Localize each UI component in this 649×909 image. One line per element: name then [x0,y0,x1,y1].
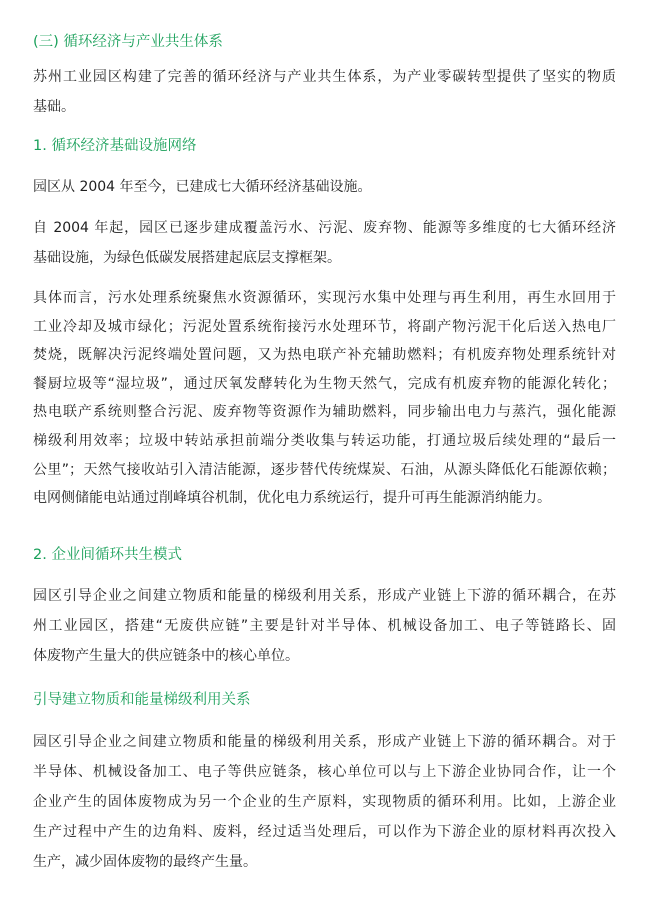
paragraph-line: 州工业园区，搭建“无废供应链”主要是针对半导体、机械设备加工、电子等链路长、固 [33,618,616,634]
paragraph-line: 生产，减少固体废物的最终产生量。 [33,854,257,870]
section-heading-symbiosis: 2. 企业间循环共生模式 [33,547,182,563]
paragraph-line: 半导体、机械设备加工、电子等供应链条，核心单位可以与上下游企业协同合作，让一个 [33,764,616,780]
paragraph-line: 公里”；天然气接收站引入清洁能源，逐步替代传统煤炭、石油，从源头降低化石能源依赖； [33,461,616,478]
paragraph-line: 企业产生的固体废物成为另一个企业的生产原料，实现物质的循环利用。比如，上游企业 [33,794,616,810]
paragraph-line: 苏州工业园区构建了完善的循环经济与产业共生体系，为产业零碳转型提供了坚实的物质 [33,69,616,85]
paragraph-line: 体废物产生量大的供应链条中的核心单位。 [33,648,299,664]
section-heading-cascade-use: 引导建立物质和能量梯级利用关系 [33,692,251,708]
paragraph-line: 园区引导企业之间建立物质和能量的梯级利用关系，形成产业链上下游的循环耦合。对于 [33,734,616,750]
paragraph-line: 餐厨垃圾等“湿垃圾”，通过厌氧发酵转化为生物天然气，完成有机废弃物的能源化转化； [33,375,616,392]
paragraph-line: 工业冷却及城市绿化；污泥处置系统衔接污水处理环节，将副产物污泥干化后送入热电厂 [33,318,616,335]
paragraph-facility-details [33,284,616,513]
paragraph-cascade-use [33,727,616,877]
paragraph-line: 具体而言，污水处理系统聚焦水资源循环，实现污水集中处理与再生利用，再生水回用于 [33,290,616,306]
paragraph-symbiosis-intro [33,581,616,671]
paragraph-line: 园区引导企业之间建立物质和能量的梯级利用关系，形成产业链上下游的循环耦合，在苏 [33,588,616,604]
paragraph-line: 梯级利用效率；垃圾中转站承担前端分类收集与转运功能，打通垃圾后续处理的“最后一 [33,432,616,449]
paragraph-intro [33,62,616,122]
paragraph-line: 电网侧储能电站通过削峰填谷机制，优化电力系统运行，提升可再生能源消纳能力。 [33,490,551,507]
paragraph-line: 生产过程中产生的边角料、废料，经过适当处理后，可以作为下游企业的原材料再次投入 [33,824,616,840]
section-heading-infrastructure: 1. 循环经济基础设施网络 [33,138,197,154]
paragraph-line: 园区从 2004 年至今，已建成七大循环经济基础设施。 [33,179,372,195]
paragraph-line: 热电联产系统则整合污泥、废弃物等资源作为辅助燃料，同步输出电力与蒸汽，强化能源 [33,404,616,421]
paragraph-line: 基础。 [33,99,75,115]
section-heading-circular-economy: (三) 循环经济与产业共生体系 [33,34,223,50]
paragraph-seven-facilities [33,213,616,273]
paragraph-since-2004 [33,172,616,202]
paragraph-line: 焚烧，既解决污泥终端处置问题，又为热电联产补充辅助燃料；有机废弃物处理系统针对 [33,347,616,364]
paragraph-line: 自 2004 年起，园区已逐步建成覆盖污水、污泥、废弃物、能源等多维度的七大循环经济 [33,220,616,236]
paragraph-line: 基础设施，为绿色低碳发展搭建起底层支撑框架。 [33,250,341,266]
